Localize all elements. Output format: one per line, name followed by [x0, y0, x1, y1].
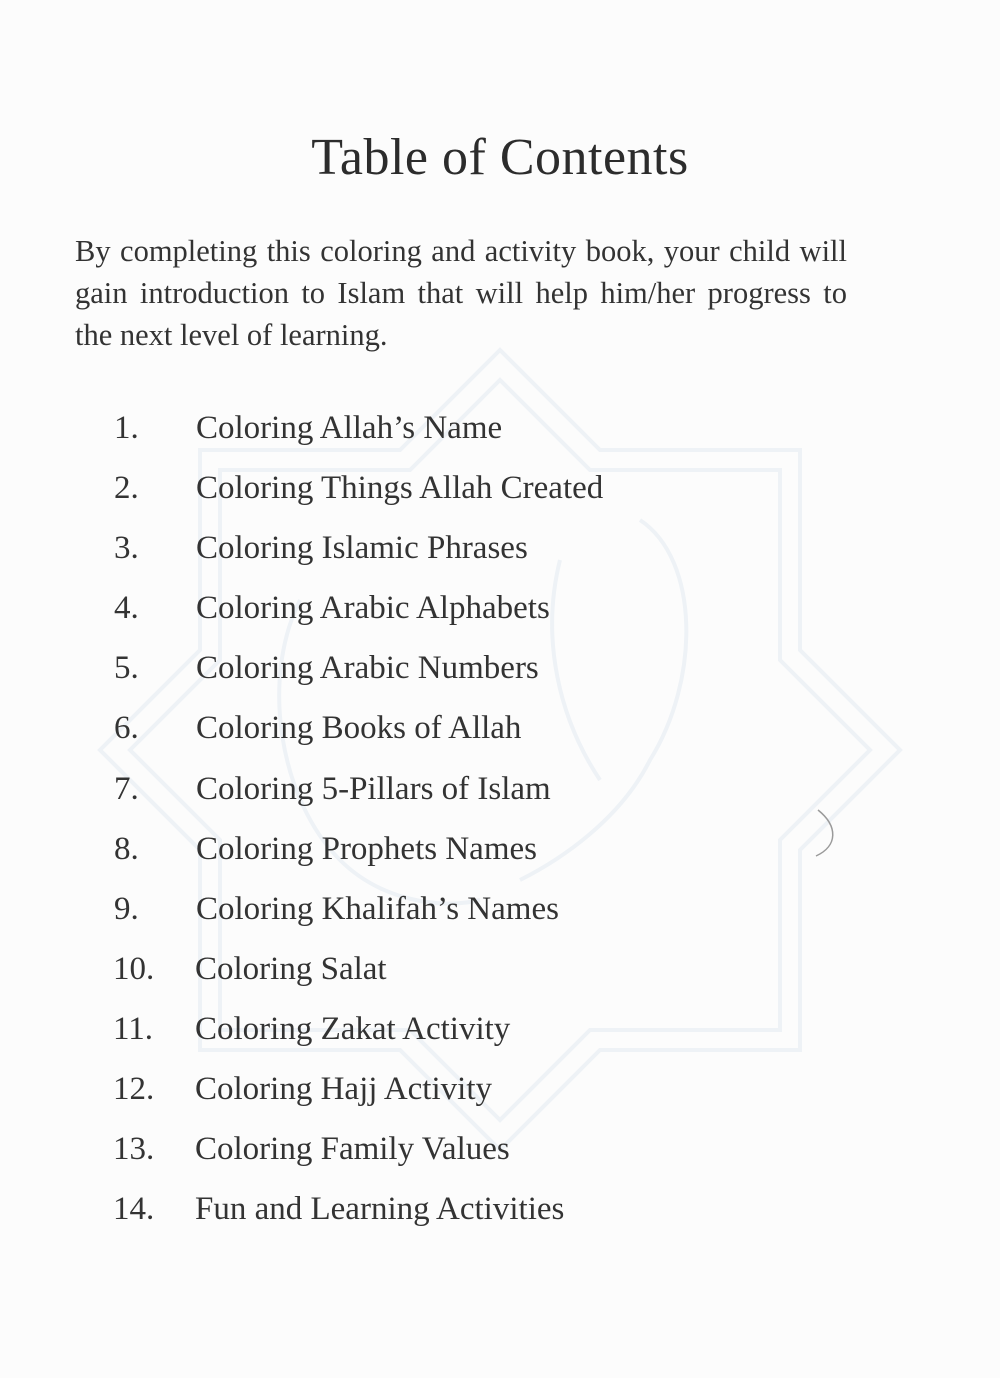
toc-item-label: Coloring Zakat Activity — [195, 1010, 511, 1047]
table-of-contents-list — [0, 400, 1000, 1241]
intro-paragraph: By completing this coloring and activity book, your child will gain introduction to Islam that will help him/her progress to the next level of learning. — [75, 234, 847, 352]
toc-item — [0, 400, 1000, 460]
toc-item-label: Coloring Things Allah Created — [196, 470, 604, 507]
toc-item — [0, 580, 1000, 640]
toc-item-label: Coloring Salat — [195, 950, 387, 987]
toc-item-label: Coloring 5-Pillars of Islam — [196, 770, 551, 807]
toc-item — [0, 700, 1000, 760]
toc-item-label: Fun and Learning Activities — [195, 1191, 565, 1228]
toc-item-number: 4. — [114, 590, 139, 627]
toc-item-label: Coloring Khalifah’s Names — [196, 890, 559, 927]
toc-item — [0, 1061, 1000, 1121]
toc-item — [0, 881, 1000, 941]
toc-item — [0, 761, 1000, 821]
toc-item — [0, 460, 1000, 520]
toc-item-number: 12. — [113, 1071, 155, 1108]
toc-item — [0, 821, 1000, 881]
toc-item-number: 6. — [114, 710, 139, 747]
page-title: Table of Contents — [311, 129, 689, 186]
toc-item — [0, 941, 1000, 1001]
toc-item — [0, 520, 1000, 580]
toc-item-number: 13. — [113, 1131, 155, 1168]
toc-item-number: 11. — [113, 1010, 154, 1047]
toc-item-label: Coloring Arabic Numbers — [196, 650, 539, 687]
toc-item-number: 5. — [114, 650, 139, 687]
toc-item-number: 2. — [114, 470, 139, 507]
toc-item-number: 8. — [114, 830, 139, 867]
toc-item-label: Coloring Islamic Phrases — [196, 530, 528, 567]
toc-item-label: Coloring Books of Allah — [196, 710, 522, 747]
toc-item-number: 10. — [113, 950, 155, 987]
toc-item-label: Coloring Arabic Alphabets — [196, 590, 550, 627]
toc-item-number: 7. — [114, 770, 139, 807]
toc-item-number: 3. — [114, 530, 139, 567]
toc-item-label: Coloring Hajj Activity — [195, 1071, 492, 1108]
toc-item-number: 1. — [114, 410, 139, 446]
toc-item-number: 14. — [113, 1191, 155, 1228]
toc-item-label: Coloring Prophets Names — [196, 830, 537, 867]
toc-item — [0, 640, 1000, 700]
toc-item-label: Coloring Allah’s Name — [196, 410, 503, 446]
toc-item — [0, 1181, 1000, 1241]
toc-item-number: 9. — [114, 890, 139, 927]
toc-item — [0, 1121, 1000, 1181]
toc-item-label: Coloring Family Values — [195, 1131, 510, 1168]
toc-item — [0, 1001, 1000, 1061]
